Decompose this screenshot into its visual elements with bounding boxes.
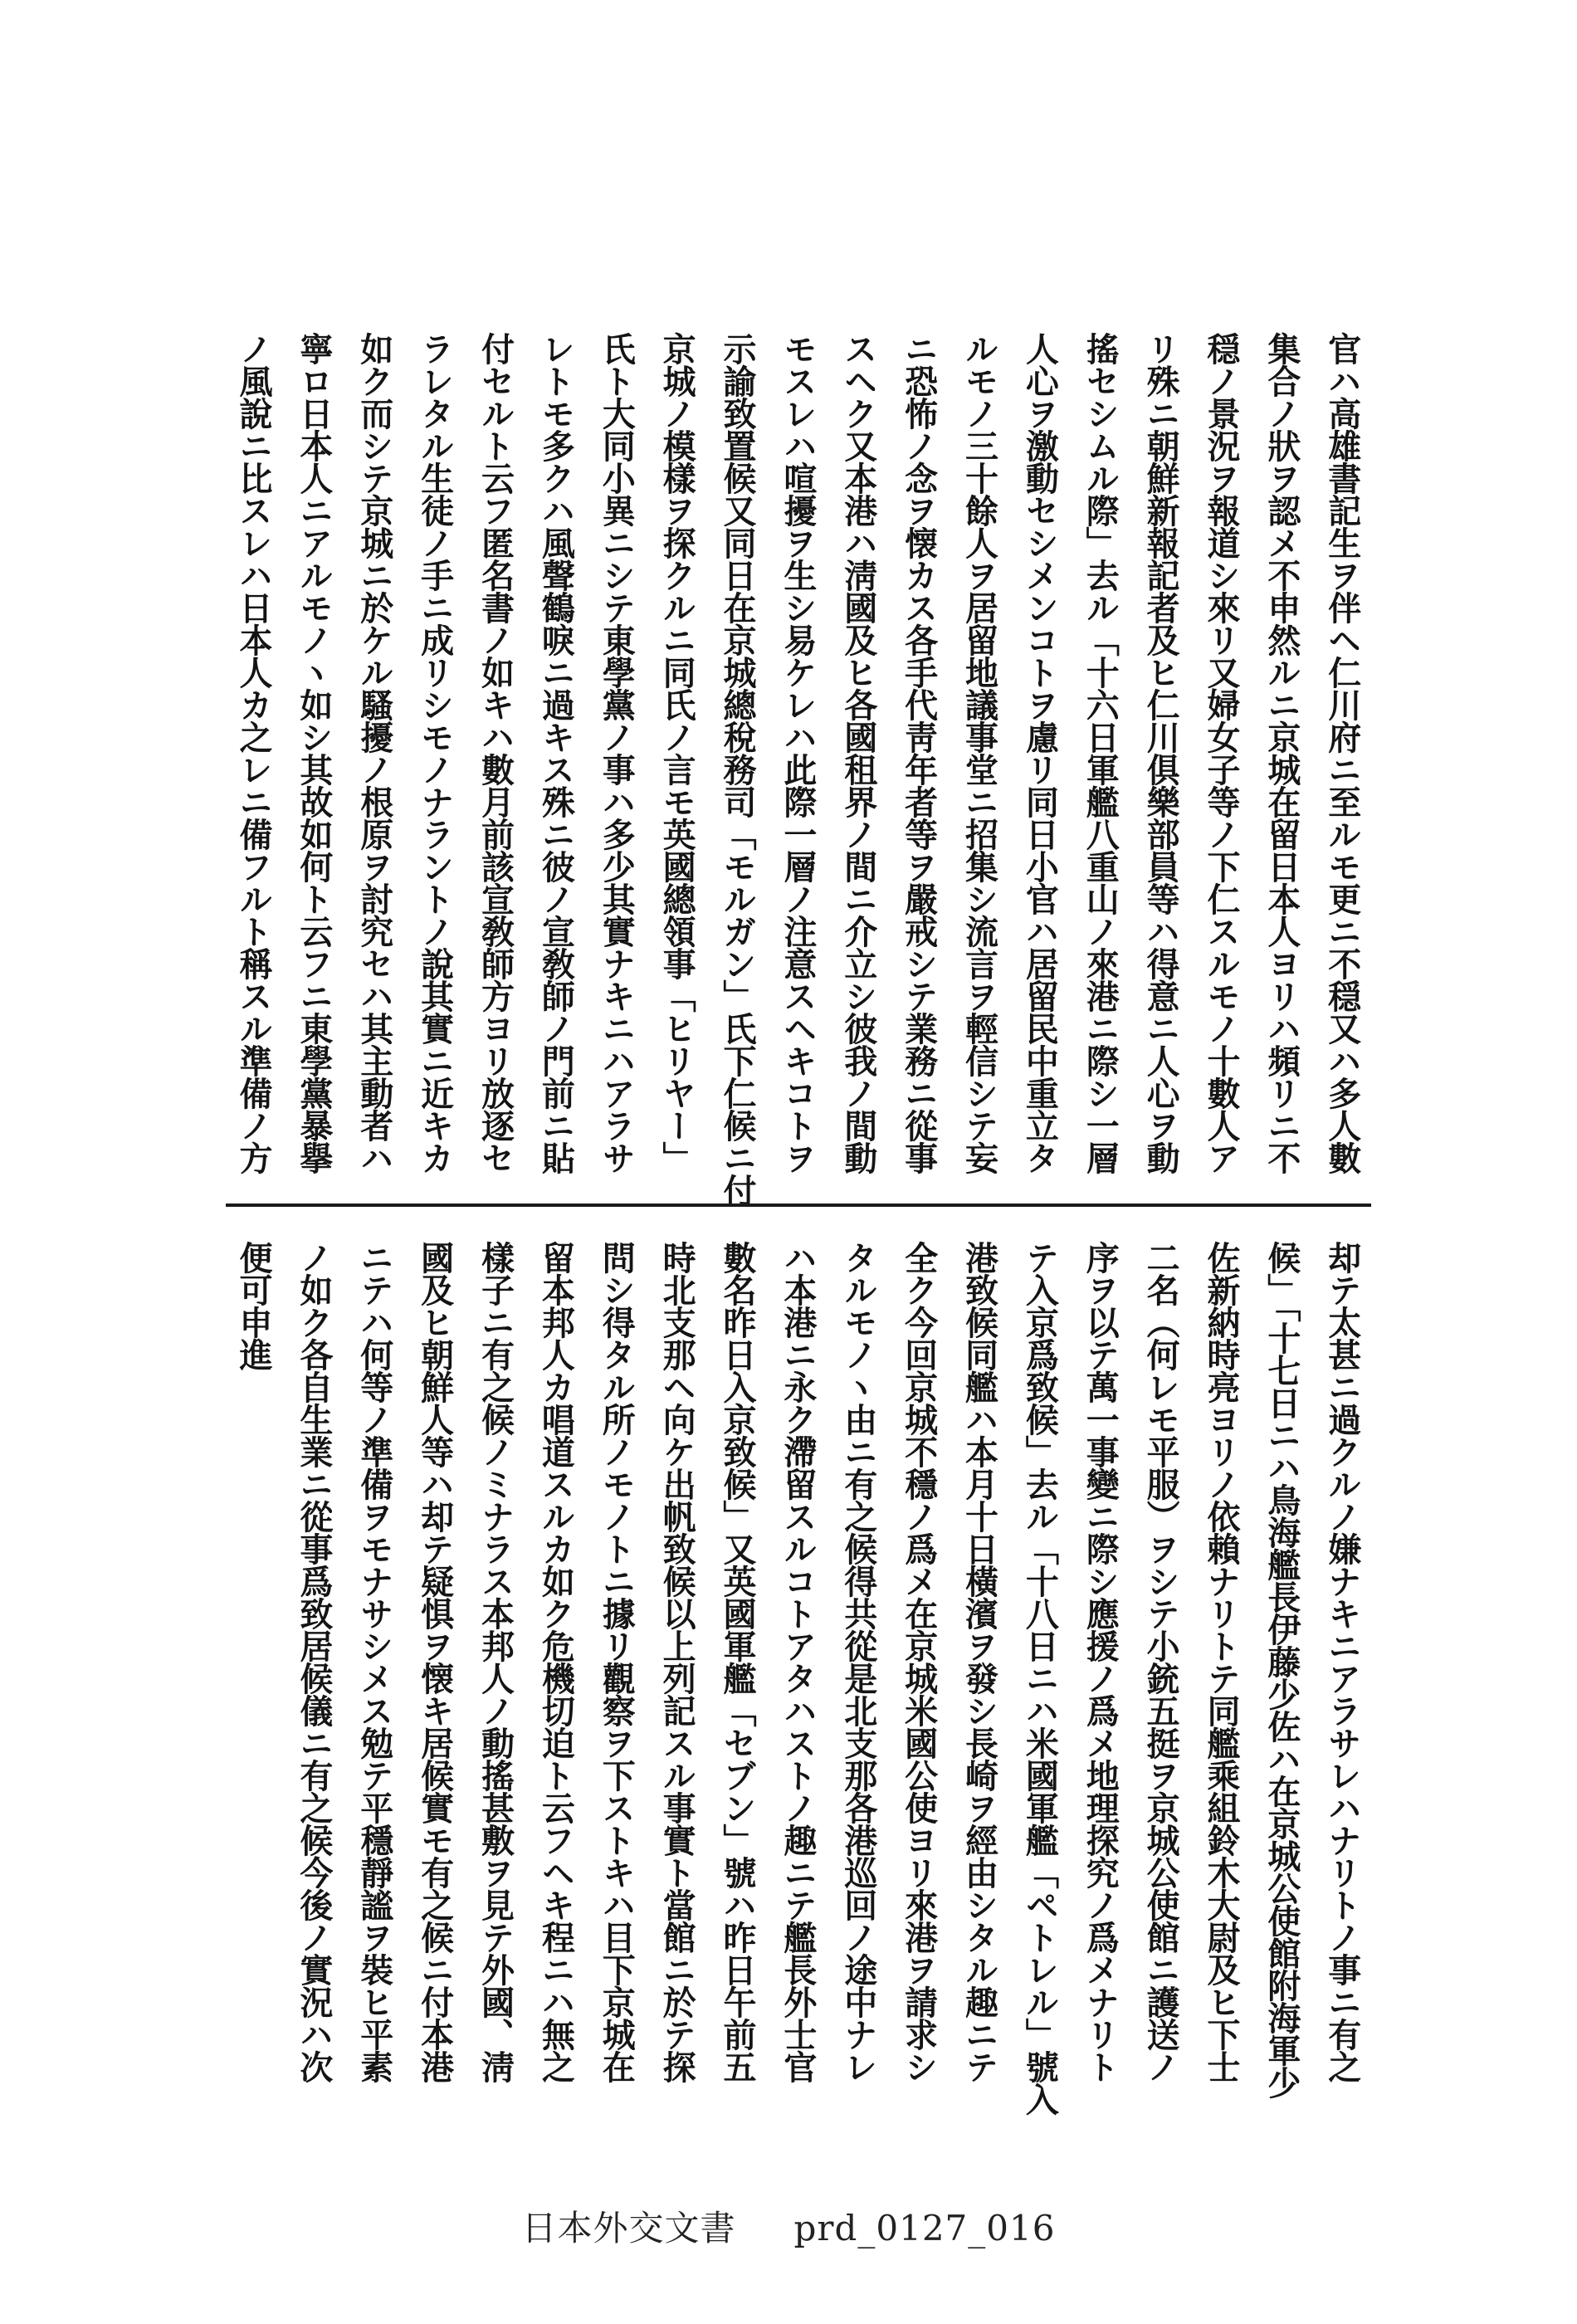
text-column: レトモ多クハ風聲鶴唳ニ過キス殊ニ彼ノ宣敎師ノ門前ニ貼 [536,332,576,1174]
text-column: 付セルト云フ匿名書ノ如キハ數月前該宣敎師方ヨリ放逐セ [476,332,515,1174]
text-column: ラレタル生徒ノ手ニ成リシモノナラントノ說其實ニ近キカ [415,332,455,1174]
text-column: 便可申進 [234,1241,273,1370]
text-column: スヘク又本港ハ淸國及ヒ各國租界ノ間ニ介立シ彼我ノ間動 [838,332,878,1174]
text-column: 官ハ高雄書記生ヲ伴ヘ仁川府ニ至ルモ更ニ不穏又ハ多人數 [1322,332,1362,1174]
text-column: 如ク而シテ京城ニ於ケル騷擾ノ根原ヲ討究セハ其主動者ハ [354,332,394,1174]
text-column: 搖セシムル際」去ル「十六日軍艦八重山ノ來港ニ際シ一層 [1081,332,1120,1174]
footer-page-id: prd_0127_016 [793,2208,1056,2248]
text-column: 留本邦人カ唱道スルカ如ク危機切迫ト云フヘキ程ニハ無之 [536,1241,576,2082]
footer-collection-title: 日本外交文書 [521,2208,736,2248]
text-column: 氏ト大同小異ニシテ東學黨ノ事ハ多少其實ナキニハアラサ [597,332,637,1174]
text-column: 人心ヲ激動セシメンコトヲ慮リ同日小官ハ居留民中重立タ [1020,332,1060,1174]
text-column: 佐新納時亮ヨリノ依賴ナリトテ同艦乘組鈴木大尉及ヒ下士 [1202,1241,1241,2082]
text-column: 樣子ニ有之候ノミナラス本邦人ノ動搖甚敷ヲ見テ外國、淸 [476,1241,515,2082]
text-column: 全ク今回京城不穩ノ爲メ在京城米國公使ヨリ來港ヲ請求シ [899,1241,939,2082]
text-column: 穏ノ景況ヲ報道シ來リ又婦女子等ノ下仁スルモノ十數人ア [1202,332,1241,1174]
text-column: 候」「十七日ニハ鳥海艦長伊藤少佐ハ在京城公使館附海軍少 [1262,1241,1301,2098]
text-column: 京城ノ模樣ヲ探クルニ同氏ノ言モ英國總領事「ヒリヤー」 [657,332,697,1174]
page-footer [0,2201,1577,2251]
text-column: モスレハ喧擾ヲ生シ易ケレハ此際一層ノ注意スヘキコトヲ [778,332,818,1174]
text-column: 集合ノ狀ヲ認メ不申然ルニ京城在留日本人ヨリハ頻リニ不 [1262,332,1301,1174]
text-column: ニ恐怖ノ念ヲ懐カス各手代靑年者等ヲ嚴戒シテ業務ニ從事 [899,332,939,1174]
text-column: 却テ太甚ニ過クルノ嫌ナキニアラサレハナリトノ事ニ有之 [1322,1241,1362,2082]
text-column: ノ風說ニ比スレハ日本人カ之レニ備フルト稱スル準備ノ方 [234,332,273,1174]
text-column: タルモノヽ由ニ有之候得共從是北支那各港巡回ノ途中ナレ [838,1241,878,2082]
text-column: テ入京爲致候」去ル「十八日ニハ米國軍艦「ペトレル」號入 [1020,1241,1060,2115]
text-column: 數名昨日入京致候」又英國軍艦「セブン」號ハ昨日午前五 [718,1241,757,2082]
text-column: 問シ得タル所ノモノトニ據リ觀察ヲ下ストキハ目下京城在 [597,1241,637,2082]
text-column: 時北支那ヘ向ケ出帆致候以上列記スル事實ト當館ニ於テ探 [657,1241,697,2082]
upper-text-block [234,332,1362,1206]
text-column: 國及ヒ朝鮮人等ハ却テ疑惧ヲ懐キ居候實モ有之候ニ付本港 [415,1241,455,2082]
text-column: ルモノ三十餘人ヲ居留地議事堂ニ招集シ流言ヲ輕信シテ妄 [959,332,999,1174]
text-column: 示諭致置候又同日在京城總稅務司「モルガン」氏下仁候ニ付 [718,332,757,1206]
text-column: ハ本港ニ永ク滯留スルコトアタハストノ趣ニテ艦長外士官 [778,1241,818,2082]
section-divider [226,1204,1371,1207]
text-column: ノ如ク各自生業ニ從事爲致居候儀ニ有之候今後ノ實況ハ次 [294,1241,334,2082]
text-column: 港致候同艦ハ本月十日橫濱ヲ發シ長崎ヲ經由シタル趣ニテ [959,1241,999,2082]
text-column: 寧ロ日本人ニアルモノヽ如シ其故如何ト云フニ東學黨暴擧 [294,332,334,1174]
text-column: ニテハ何等ノ準備ヲモナサシメス勉テ平穩靜謐ヲ裝ヒ平素 [354,1241,394,2082]
text-column: リ殊ニ朝鮮新報記者及ヒ仁川俱樂部員等ハ得意ニ人心ヲ動 [1141,332,1181,1174]
lower-text-block [234,1241,1362,2129]
text-column: 二名（何レモ平服）ヲシテ小銃五挺ヲ京城公使館ニ護送ノ [1141,1241,1181,2082]
text-column: 序ヲ以テ萬一事變ニ際シ應援ノ爲メ地理探究ノ爲メナリト [1081,1241,1120,2082]
